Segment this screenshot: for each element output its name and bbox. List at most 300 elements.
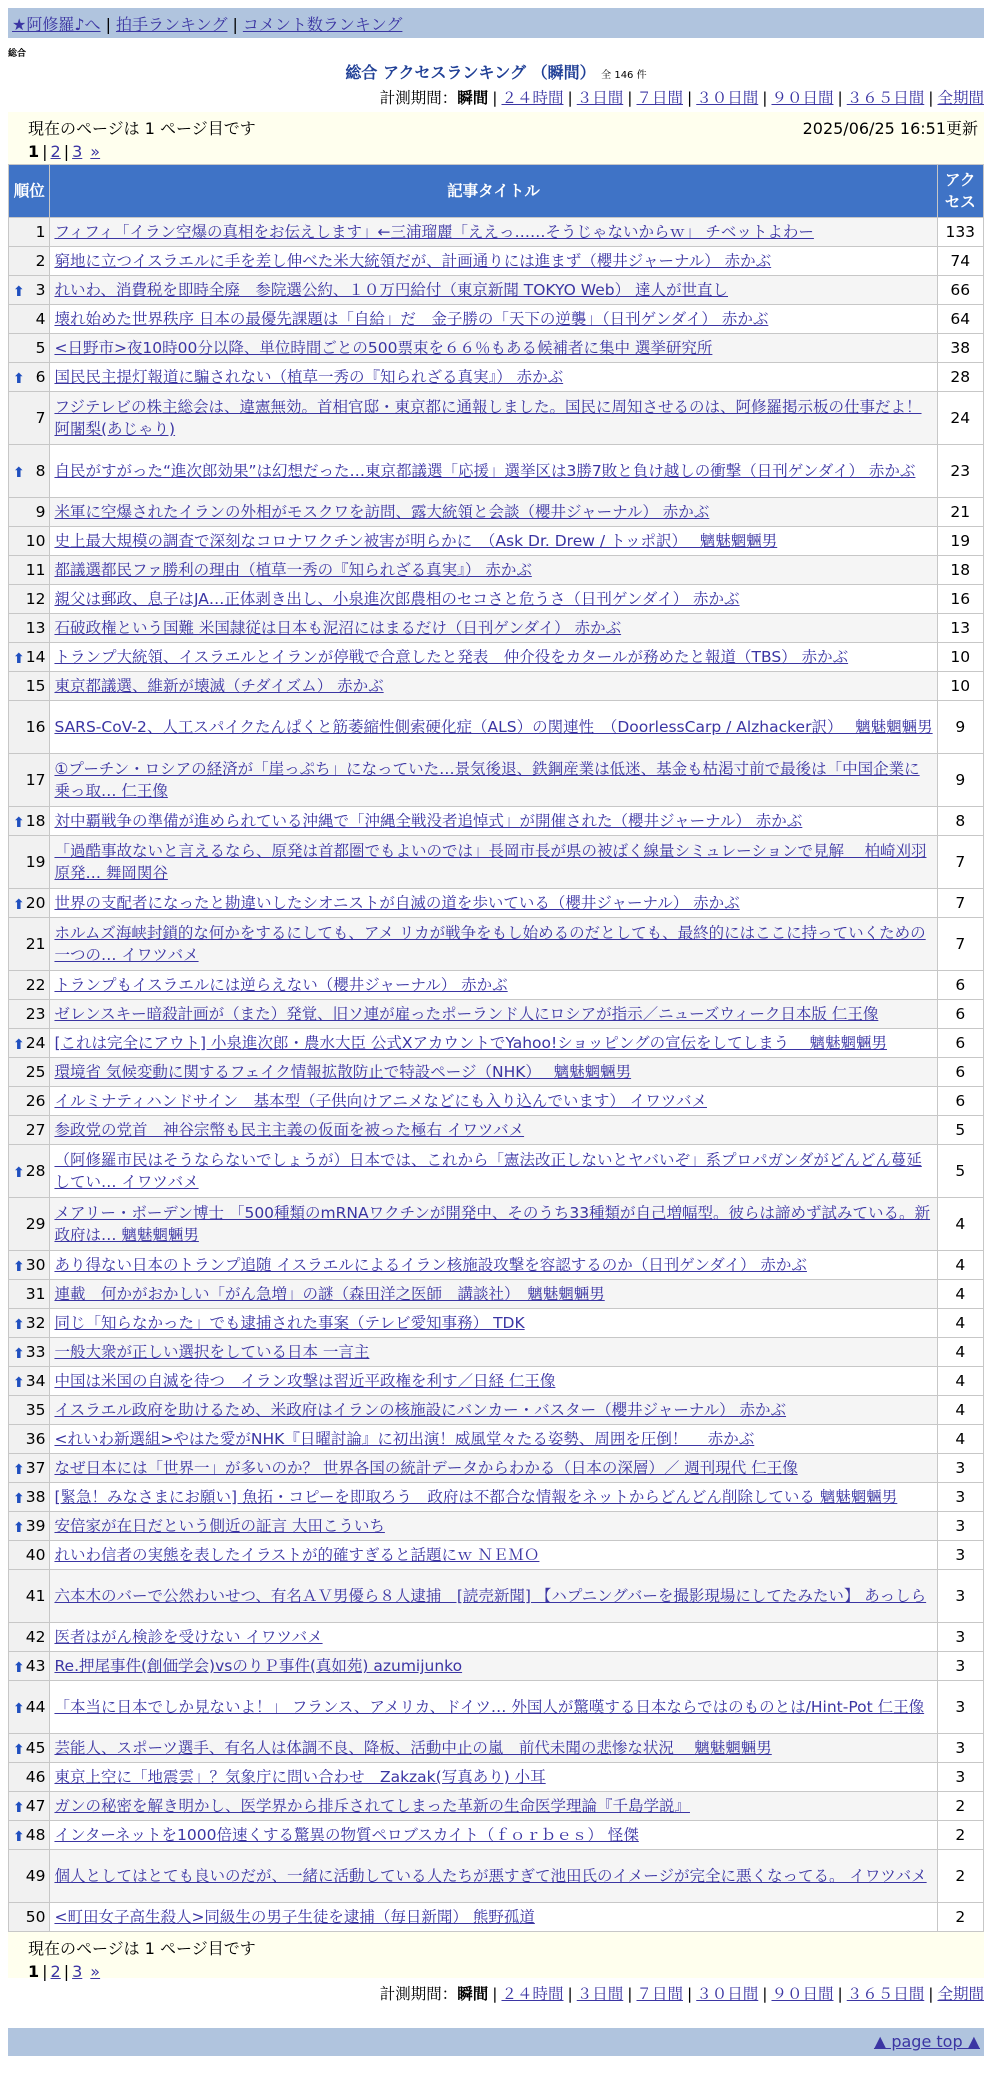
- access-count: 4: [937, 1425, 984, 1454]
- access-count: 18: [937, 556, 984, 585]
- rank-number: 14: [25, 648, 46, 666]
- rank-cell: [9, 585, 50, 614]
- period-option-link[interactable]: ２４時間: [501, 89, 564, 107]
- title-cell: [50, 672, 937, 701]
- period-option-link[interactable]: ７日間: [636, 89, 683, 107]
- article-title-link[interactable]: （阿修羅市民はそうならないでしょうが）日本では、これから「憲法改正しないとヤバいぞ」系プロパガンダがどんどん蔓延してい… イワツバメ: [54, 1151, 922, 1191]
- comment-ranking-link[interactable]: コメント数ランキング: [242, 15, 403, 34]
- rank-number: 32: [25, 1314, 46, 1332]
- table-row: [9, 1309, 984, 1338]
- article-title-link[interactable]: 環境省 気候変動に関するフェイク情報拡散防止で特設ページ（NHK） 魑魅魍魎男: [54, 1063, 632, 1081]
- rank-number: 16: [25, 718, 46, 736]
- period-separator: |: [492, 1985, 498, 2003]
- article-title-link[interactable]: 石破政権という国難 米国隷従は日本も泥沼にはまるだけ（日刊ゲンダイ） 赤かぶ: [54, 619, 622, 637]
- page-link[interactable]: 3: [72, 142, 83, 161]
- period-separator: |: [627, 89, 633, 107]
- total-count: 全 146 件: [601, 70, 647, 81]
- title-cell: [50, 392, 937, 445]
- rank-cell: [9, 305, 50, 334]
- period-separator: |: [837, 89, 843, 107]
- home-link[interactable]: ★阿修羅♪へ: [12, 15, 101, 34]
- article-title-link[interactable]: 窮地に立つイスラエルに手を差し伸べた米大統領だが、計画通りには進まず（櫻井ジャーナル） 赤かぶ: [54, 252, 772, 270]
- article-title-link[interactable]: 個人としてはとても良いのだが、一緒に活動している人たちが悪すぎて池田氏のイメージが完全に悪くなってる。 イワツバメ: [54, 1867, 927, 1885]
- table-row: [9, 1251, 984, 1280]
- rank-cell: [9, 889, 50, 918]
- table-row: [9, 1396, 984, 1425]
- title-cell: [50, 1763, 937, 1792]
- rank-up-icon: ⬆: [13, 1462, 25, 1478]
- period-selector-bottom: [380, 1982, 984, 2004]
- article-title-link[interactable]: 史上最大規模の調査で深刻なコロナワクチン被害が明らかに （Ask Dr. Drew / トッポ訳） 魑魅魍魎男: [54, 532, 778, 550]
- article-title-link[interactable]: 連載 何かがおかしい「がん急増」の謎（森田洋之医師 講談社） 魑魅魍魎男: [54, 1285, 605, 1303]
- period-label: 計測期間：: [379, 1985, 458, 2003]
- table-row: [9, 889, 984, 918]
- rank-number: 1: [35, 223, 46, 241]
- article-title-link[interactable]: あり得ない日本のトランプ追随 イスラエルによるイラン核施設攻撃を容認するのか（日刊ゲンダイ） 赤かぶ: [54, 1256, 807, 1274]
- access-count: 7: [937, 918, 984, 971]
- period-label: 計測期間：: [379, 89, 458, 107]
- rank-number: 47: [25, 1797, 46, 1815]
- rank-cell: [9, 1734, 50, 1763]
- rank-cell: [9, 1396, 50, 1425]
- rank-number: 36: [25, 1430, 46, 1448]
- table-row: [9, 1821, 984, 1850]
- period-option-link[interactable]: ３６５日間: [846, 1985, 925, 2003]
- table-row: [9, 498, 984, 527]
- article-title-link[interactable]: メアリー・ボーデン博士 「500種類のmRNAワクチンが開発中、そのうち33種類が自己増幅型。彼らは諦めず試みている。新政府は… 魑魅魍魎男: [54, 1204, 931, 1244]
- article-title-link[interactable]: 対中覇戦争の準備が進められている沖縄で「沖縄全戦没者追悼式」が開催された（櫻井ジャーナル） 赤かぶ: [54, 812, 803, 830]
- access-count: 133: [937, 218, 984, 247]
- table-row: [9, 392, 984, 445]
- title-cell: [50, 701, 937, 754]
- article-title-link[interactable]: SARS-CoV-2、人工スパイクたんぱくと筋萎縮性側索硬化症（ALS）の関連性 （DoorlessCarp / Alzhacker訳） 魑魅魍魎男: [54, 718, 933, 736]
- article-title-link[interactable]: インターネットを1000倍速くする驚異の物質ペロブスカイト（ｆｏｒｂｅｓ） 怪傑: [54, 1826, 639, 1844]
- rank-number: 20: [25, 894, 46, 912]
- title-cell: [50, 334, 937, 363]
- article-title-link[interactable]: [緊急！みなさまにお願い] 魚拓・コピーを即取ろう 政府は不都合な情報をネットからどんどん削除している 魑魅魍魎男: [54, 1488, 898, 1506]
- article-title-link[interactable]: 中国は米国の自滅を待つ イラン攻撃は習近平政権を利す／日経 仁王像: [54, 1372, 556, 1390]
- table-row: [9, 918, 984, 971]
- page-separator: |: [63, 1962, 70, 1981]
- article-title-link[interactable]: 医者はがん検診を受けない イワツバメ: [54, 1628, 323, 1646]
- access-count: 3: [937, 1652, 984, 1681]
- title-cell: [50, 1058, 937, 1087]
- access-count: 8: [937, 807, 984, 836]
- article-title-link[interactable]: [これは完全にアウト] 小泉進次郎・農水大臣 公式XアカウントでYahoo!ショッピングの宣伝をしてしまう 魑魅魍魎男: [54, 1034, 888, 1052]
- rank-up-icon: ⬆: [13, 815, 25, 831]
- access-count: 2: [937, 1821, 984, 1850]
- rank-number: 4: [35, 310, 46, 328]
- access-count: 2: [937, 1792, 984, 1821]
- access-count: 5: [937, 1116, 984, 1145]
- period-option-link[interactable]: ９０日間: [771, 89, 834, 107]
- rank-number: 13: [25, 619, 46, 637]
- period-separator: |: [762, 1985, 768, 2003]
- access-count: 3: [937, 1681, 984, 1734]
- table-row: [9, 1483, 984, 1512]
- rank-cell: [9, 643, 50, 672]
- article-title-link[interactable]: ホルムズ海峡封鎖的な何かをするにしても、アメ リカが戦争をもし始めるのだとしても、最終的にはここに持っていくための一つの… イワツバメ: [54, 924, 926, 964]
- ranking-rows: [9, 218, 984, 1932]
- article-title-link[interactable]: 一般大衆が正しい選択をしている日本 一言主: [54, 1343, 370, 1361]
- rank-number: 28: [25, 1162, 46, 1180]
- rank-cell: [9, 445, 50, 498]
- article-title-link[interactable]: <町田女子高生殺人>同級生の男子生徒を逮捕（毎日新聞） 熊野孤道: [54, 1908, 535, 1926]
- rank-cell: [9, 334, 50, 363]
- rank-up-icon: ⬆: [13, 465, 25, 481]
- rank-cell: [9, 527, 50, 556]
- title-cell: [50, 1087, 937, 1116]
- table-row: [9, 614, 984, 643]
- rank-number: 38: [25, 1488, 46, 1506]
- access-count: 10: [937, 672, 984, 701]
- rank-up-icon: ⬆: [13, 1701, 25, 1717]
- access-count: 6: [937, 1029, 984, 1058]
- access-count: 6: [937, 1000, 984, 1029]
- article-title-link[interactable]: 親父は郵政、息子はJA…正体剥き出し、小泉進次郎農相のセコさと危うさ（日刊ゲンダイ） 赤かぶ: [54, 590, 740, 608]
- category-label: 総合: [8, 49, 27, 59]
- title-cell: [50, 1251, 937, 1280]
- rank-number: 6: [35, 368, 46, 386]
- title-cell: [50, 276, 937, 305]
- period-option-link[interactable]: ９０日間: [771, 1985, 834, 2003]
- rank-cell: [9, 1512, 50, 1541]
- rank-number: 27: [25, 1121, 46, 1139]
- rank-up-icon: ⬆: [13, 1520, 25, 1536]
- rank-number: 25: [25, 1063, 46, 1081]
- rank-cell: [9, 836, 50, 889]
- footer-bar: [8, 2028, 984, 2056]
- access-count: 7: [937, 889, 984, 918]
- table-row: [9, 672, 984, 701]
- access-count: 9: [937, 701, 984, 754]
- rank-number: 24: [25, 1034, 46, 1052]
- title-cell: [50, 614, 937, 643]
- rank-up-icon: ⬆: [13, 1317, 25, 1333]
- period-current: 瞬間: [457, 89, 489, 107]
- page-links: [28, 142, 974, 161]
- rank-cell: [9, 1198, 50, 1251]
- title-cell: [50, 1681, 937, 1734]
- rank-cell: [9, 556, 50, 585]
- title-cell: [50, 1652, 937, 1681]
- rank-number: 43: [25, 1657, 46, 1675]
- title-cell: [50, 1280, 937, 1309]
- period-separator: |: [928, 89, 934, 107]
- access-count: 3: [937, 1541, 984, 1570]
- rank-number: 23: [25, 1005, 46, 1023]
- access-count: 4: [937, 1309, 984, 1338]
- article-title-link[interactable]: 「本当に日本でしか見ないよ！」 フランス、アメリカ、ドイツ… 外国人が驚嘆する日本ならではのものとは/Hint-Pot 仁王像: [54, 1698, 925, 1716]
- access-count: 16: [937, 585, 984, 614]
- access-count: 19: [937, 527, 984, 556]
- article-title-link[interactable]: 芸能人、スポーツ選手、有名人は体調不良、降板、活動中止の嵐 前代未聞の悲惨な状況 魑魅魍魎男: [54, 1739, 772, 1757]
- period-selector-top: [380, 86, 984, 108]
- period-separator: |: [567, 1985, 573, 2003]
- pager-bottom: [8, 1932, 984, 1981]
- col-title-header: 記事タイトル: [50, 165, 937, 218]
- article-title-link[interactable]: フジテレビの株主総会は、違憲無効。首相官邸・東京都に通報しました。国民に周知させるのは、阿修羅掲示板の仕事だよ！ 阿闍梨(あじゃり): [54, 398, 922, 438]
- table-row: [9, 1652, 984, 1681]
- period-option-link[interactable]: ３日間: [576, 89, 624, 107]
- period-separator: |: [687, 1985, 693, 2003]
- table-row: [9, 1734, 984, 1763]
- title-cell: [50, 1425, 937, 1454]
- rank-cell: [9, 1116, 50, 1145]
- rank-number: 33: [25, 1343, 46, 1361]
- rank-up-icon: ⬆: [13, 1660, 25, 1676]
- period-separator: |: [928, 1985, 934, 2003]
- access-count: 7: [937, 836, 984, 889]
- article-title-link[interactable]: トランプ大統領、イスラエルとイランが停戦で合意したと発表 仲介役をカタールが務めたと報道（TBS） 赤かぶ: [54, 648, 849, 666]
- next-page-link[interactable]: »: [90, 142, 101, 161]
- title-cell: [50, 1029, 937, 1058]
- page-link[interactable]: 2: [50, 1962, 61, 1981]
- rank-cell: [9, 1000, 50, 1029]
- rank-number: 22: [25, 976, 46, 994]
- top-nav-bar: [8, 8, 984, 38]
- article-title-link[interactable]: フィフィ「イラン空爆の真相をお伝えします」←三浦瑠麗「ええっ……そうじゃないからｗ」 チベットよわー: [54, 223, 814, 241]
- article-title-link[interactable]: なぜ日本には「世界一」が多いのか？ 世界各国の統計データからわかる（日本の深層）／ 週刊現代 仁王像: [54, 1459, 798, 1477]
- rank-cell: [9, 1367, 50, 1396]
- table-row: [9, 334, 984, 363]
- rank-cell: [9, 1087, 50, 1116]
- page-link[interactable]: 3: [72, 1962, 83, 1981]
- rank-cell: [9, 1483, 50, 1512]
- rank-number: 34: [25, 1372, 46, 1390]
- access-count: 24: [937, 392, 984, 445]
- rank-cell: [9, 1652, 50, 1681]
- page-title: [0, 60, 992, 83]
- period-option-link[interactable]: ２４時間: [501, 1985, 564, 2003]
- rank-cell: [9, 1029, 50, 1058]
- rank-cell: [9, 498, 50, 527]
- article-title-link[interactable]: 自民がすがった“進次郎効果”は幻想だった…東京都議選「応援」選挙区は3勝7敗と負け越しの衝撃（日刊ゲンダイ） 赤かぶ: [54, 462, 916, 480]
- access-count: 38: [937, 334, 984, 363]
- page-top-link[interactable]: ▲ page top ▲: [873, 2032, 980, 2051]
- table-row: [9, 1512, 984, 1541]
- period-separator: |: [567, 89, 573, 107]
- rank-up-icon: ⬆: [13, 284, 25, 300]
- rank-number: 17: [25, 771, 46, 789]
- table-row: [9, 1198, 984, 1251]
- rank-number: 44: [25, 1698, 46, 1716]
- title-cell: [50, 1145, 937, 1198]
- access-count: 2: [937, 1903, 984, 1932]
- rank-number: 49: [25, 1867, 46, 1885]
- page-links: [28, 1962, 974, 1981]
- period-option-link[interactable]: ３０日間: [696, 1985, 759, 2003]
- period-option-link[interactable]: 全期間: [937, 89, 984, 107]
- title-cell: [50, 918, 937, 971]
- article-title-link[interactable]: ①プーチン・ロシアの経済が「崖っぷち」になっていた…景気後退、鉄鋼産業は低迷、基金も枯渇寸前で最後は「中国企業に乗っ取… 仁王像: [54, 760, 920, 800]
- table-row: [9, 1792, 984, 1821]
- rank-number: 10: [25, 532, 46, 550]
- rank-up-icon: ⬆: [13, 1165, 25, 1181]
- period-option-link[interactable]: ３０日間: [696, 89, 759, 107]
- rank-cell: [9, 1058, 50, 1087]
- title-cell: [50, 1396, 937, 1425]
- rank-cell: [9, 363, 50, 392]
- access-count: 4: [937, 1338, 984, 1367]
- title-cell: [50, 1570, 937, 1623]
- table-row: [9, 247, 984, 276]
- article-title-link[interactable]: イルミナティハンドサイン 基本型（子供向けアニメなどにも入り込んでいます） イワツバメ: [54, 1092, 707, 1110]
- rank-number: 41: [25, 1587, 46, 1605]
- rank-number: 29: [25, 1215, 46, 1233]
- table-row: [9, 445, 984, 498]
- rank-up-icon: ⬆: [13, 1037, 25, 1053]
- rank-up-icon: ⬆: [13, 1742, 25, 1758]
- rank-cell: [9, 1541, 50, 1570]
- table-row: [9, 754, 984, 807]
- rank-up-icon: ⬆: [13, 1800, 25, 1816]
- title-cell: [50, 807, 937, 836]
- clap-ranking-link[interactable]: 拍手ランキング: [115, 15, 228, 34]
- table-row: [9, 1087, 984, 1116]
- article-title-link[interactable]: <日野市>夜10時00分以降、単位時間ごとの500票束を６６％もある候補者に集中 選挙研究所: [54, 339, 713, 357]
- table-row: [9, 1623, 984, 1652]
- rank-number: 37: [25, 1459, 46, 1477]
- rank-cell: [9, 1251, 50, 1280]
- period-separator: |: [627, 1985, 633, 2003]
- page-separator: |: [42, 142, 48, 161]
- ranking-title: 総合 アクセスランキング （瞬間）: [345, 63, 596, 82]
- period-current: 瞬間: [457, 1985, 489, 2003]
- rank-number: 40: [25, 1546, 46, 1564]
- rank-number: 50: [25, 1908, 46, 1926]
- title-cell: [50, 1734, 937, 1763]
- rank-cell: [9, 1570, 50, 1623]
- article-title-link[interactable]: トランプもイスラエルには逆らえない（櫻井ジャーナル） 赤かぶ: [54, 976, 508, 994]
- access-count: 4: [937, 1280, 984, 1309]
- access-count: 5: [937, 1145, 984, 1198]
- title-cell: [50, 1338, 937, 1367]
- title-cell: [50, 1512, 937, 1541]
- article-title-link[interactable]: 壊れ始めた世界秩序 日本の最優先課題は「自給」だ 金子勝の「天下の逆襲」（日刊ゲンダイ） 赤かぶ: [54, 310, 769, 328]
- article-title-link[interactable]: 米軍に空爆されたイランの外相がモスクワを訪問、露大統領と会談（櫻井ジャーナル） 赤かぶ: [54, 503, 710, 521]
- table-row: [9, 1425, 984, 1454]
- access-count: 3: [937, 1734, 984, 1763]
- access-count: 13: [937, 614, 984, 643]
- title-cell: [50, 1116, 937, 1145]
- page-current: 1: [28, 1962, 40, 1981]
- title-cell: [50, 363, 937, 392]
- table-row: [9, 701, 984, 754]
- rank-number: 15: [25, 677, 46, 695]
- table-row: [9, 1029, 984, 1058]
- article-title-link[interactable]: 世界の支配者になったと勘違いしたシオニストが自滅の道を歩いている（櫻井ジャーナル） 赤かぶ: [54, 894, 740, 912]
- period-option-link[interactable]: ７日間: [636, 1985, 683, 2003]
- article-title-link[interactable]: 同じ「知らなかった」でも逮捕された事案（テレビ愛知事務） TDK: [54, 1314, 525, 1332]
- rank-number: 48: [25, 1826, 46, 1844]
- access-count: 6: [937, 1058, 984, 1087]
- article-title-link[interactable]: 東京上空に「地震雲」？気象庁に問い合わせ Zakzak(写真あり) 小耳: [54, 1768, 546, 1786]
- rank-up-icon: ⬆: [13, 1259, 25, 1275]
- article-title-link[interactable]: <れいわ新選組>やはた愛がNHK『日曜討論』に初出演！威風堂々たる姿勢、周囲を圧倒！ 赤かぶ: [54, 1430, 755, 1448]
- table-row: [9, 1454, 984, 1483]
- article-title-link[interactable]: 都議選都民ファ勝利の理由（植草一秀の『知られざる真実』） 赤かぶ: [54, 561, 532, 579]
- access-count: 3: [937, 1570, 984, 1623]
- period-option-link[interactable]: ３日間: [576, 1985, 624, 2003]
- rank-cell: [9, 1821, 50, 1850]
- ranking-table: [8, 164, 984, 1932]
- page-link[interactable]: 2: [50, 142, 61, 161]
- rank-number: 12: [25, 590, 46, 608]
- article-title-link[interactable]: 六本木のバーで公然わいせつ、有名ＡＶ男優ら８人逮捕 [読売新聞] 【ハプニングバーを撮影現場にしてたみたい】 あっしら: [54, 1587, 927, 1605]
- article-title-link[interactable]: 東京都議選、維新が壊滅（チダイズム） 赤かぶ: [54, 677, 384, 695]
- title-cell: [50, 445, 937, 498]
- table-row: [9, 1338, 984, 1367]
- article-title-link[interactable]: 「過酷事故ないと言えるなら、原発は首都圏でもよいのでは」長岡市長が県の被ばく線量シミュレーションで見解 柏崎刈羽原発… 舞岡関谷: [54, 842, 927, 882]
- period-option-link[interactable]: 全期間: [937, 1985, 984, 2003]
- rank-cell: [9, 1338, 50, 1367]
- title-cell: [50, 1367, 937, 1396]
- rank-number: 19: [25, 853, 46, 871]
- table-row: [9, 971, 984, 1000]
- article-title-link[interactable]: 参政党の党首 神谷宗幣も民主主義の仮面を被った極右 イワツバメ: [54, 1121, 525, 1139]
- rank-cell: [9, 1280, 50, 1309]
- access-count: 3: [937, 1483, 984, 1512]
- period-option-link[interactable]: ３６５日間: [846, 89, 925, 107]
- nav-separator: |: [105, 15, 111, 34]
- rank-up-icon: ⬆: [13, 371, 25, 387]
- rank-number: 3: [35, 281, 46, 299]
- title-cell: [50, 585, 937, 614]
- title-cell: [50, 1309, 937, 1338]
- rank-number: 42: [25, 1628, 46, 1646]
- article-title-link[interactable]: 安倍家が在日だという側近の証言 大田こういち: [54, 1517, 385, 1535]
- rank-number: 30: [25, 1256, 46, 1274]
- table-row: [9, 218, 984, 247]
- period-separator: |: [837, 1985, 843, 2003]
- rank-up-icon: ⬆: [13, 1346, 25, 1362]
- rank-number: 26: [25, 1092, 46, 1110]
- title-cell: [50, 643, 937, 672]
- table-row: [9, 1280, 984, 1309]
- title-cell: [50, 1483, 937, 1512]
- period-separator: |: [687, 89, 693, 107]
- title-cell: [50, 1541, 937, 1570]
- table-row: [9, 1000, 984, 1029]
- article-title-link[interactable]: れいわ、消費税を即時全廃 参院選公約、１０万円給付（東京新聞 TOKYO Web） 達人が世直し: [54, 281, 729, 299]
- rank-number: 9: [35, 503, 46, 521]
- col-access-header: アクセス: [937, 165, 984, 218]
- article-title-link[interactable]: Re.押尾事件(創価学会)vsのりＰ事件(真如苑) azumijunko: [54, 1657, 463, 1675]
- next-page-link[interactable]: »: [90, 1962, 101, 1981]
- title-cell: [50, 556, 937, 585]
- article-title-link[interactable]: ガンの秘密を解き明かし、医学界から排斥されてしまった革新の生命医学理論『千島学説』: [54, 1797, 690, 1815]
- article-title-link[interactable]: ゼレンスキー暗殺計画が（また）発覚、旧ソ連が雇ったポーランド人にロシアが指示／ニューズウィーク日本版 仁王像: [54, 1005, 879, 1023]
- rank-number: 7: [35, 409, 46, 427]
- article-title-link[interactable]: れいわ信者の実態を表したイラストが的確すぎると話題にｗ ＮＥＭＯ: [54, 1546, 540, 1564]
- rank-number: 35: [25, 1401, 46, 1419]
- access-count: 28: [937, 363, 984, 392]
- rank-up-icon: ⬆: [13, 1491, 25, 1507]
- rank-cell: [9, 218, 50, 247]
- table-row: [9, 305, 984, 334]
- article-title-link[interactable]: イスラエル政府を助けるため、米政府はイランの核施設にバンカー・バスター（櫻井ジャーナル） 赤かぶ: [54, 1401, 787, 1419]
- access-count: 74: [937, 247, 984, 276]
- article-title-link[interactable]: 国民民主提灯報道に騙されない（植草一秀の『知られざる真実』） 赤かぶ: [54, 368, 564, 386]
- access-count: 4: [937, 1198, 984, 1251]
- rank-cell: [9, 701, 50, 754]
- page-separator: |: [63, 142, 70, 161]
- title-cell: [50, 1850, 937, 1903]
- table-row: [9, 527, 984, 556]
- rank-cell: [9, 1903, 50, 1932]
- table-row: [9, 556, 984, 585]
